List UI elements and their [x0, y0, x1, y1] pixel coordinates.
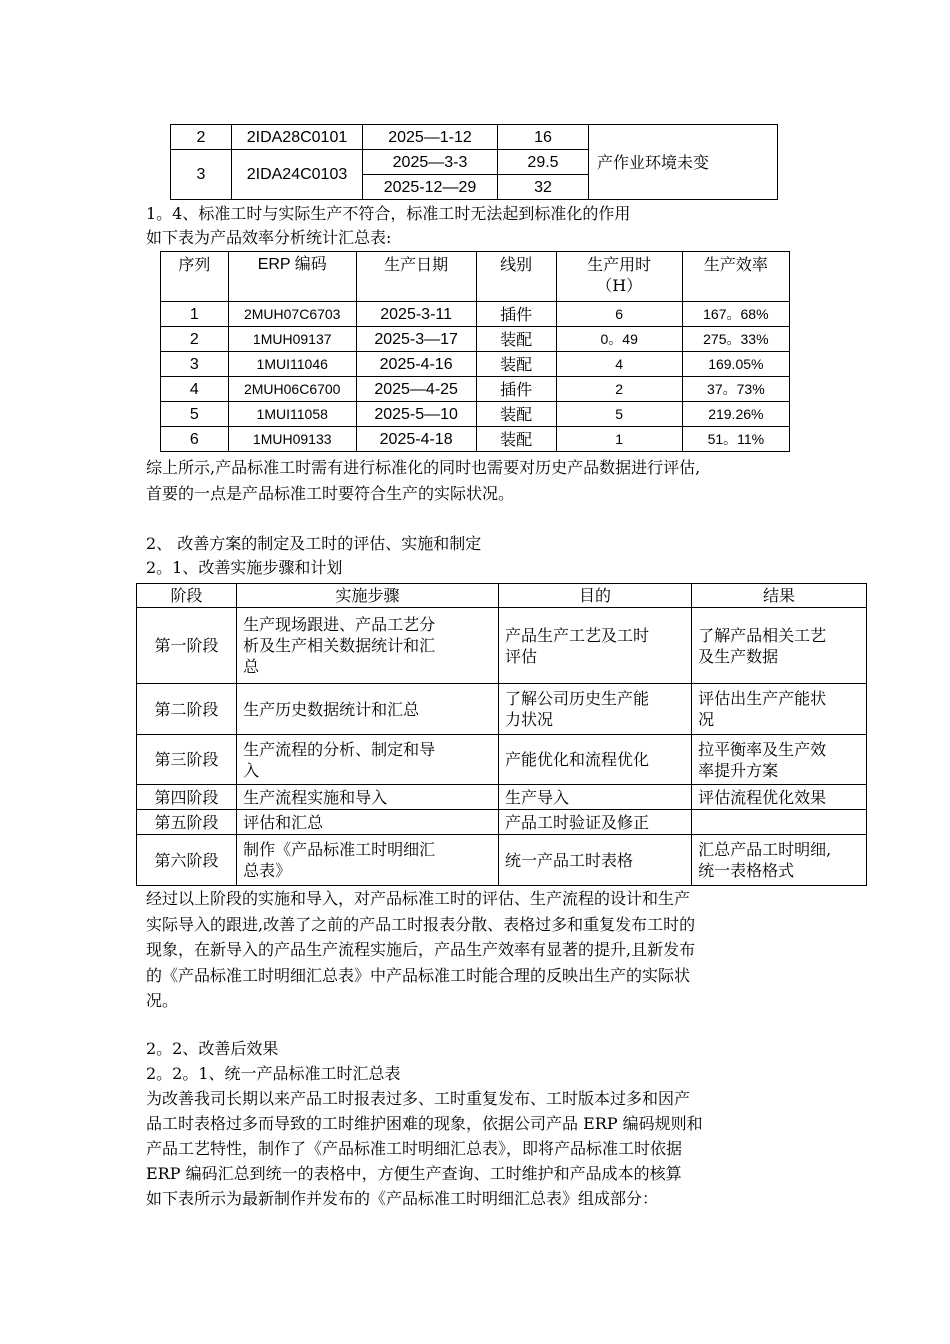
col-header: 实施步骤 — [237, 584, 499, 608]
summary-line-2: 首要的一点是产品标准工时要符合生产的实际状况。 — [146, 484, 515, 503]
section-heading-2: 2、 改善方案的制定及工时的评估、实施和制定 — [146, 534, 482, 553]
table-cell: 装配 — [476, 402, 556, 427]
result-cell — [692, 810, 867, 835]
work-env-table — [170, 124, 778, 200]
table-cell: 2025-12—29 — [363, 175, 498, 200]
stage-cell: 第五阶段 — [137, 810, 237, 835]
cell-line: 拉平衡率及生产效 — [698, 739, 827, 759]
cell-line: 评估出生产产能状 — [698, 689, 827, 708]
table-intro: 如下表为产品效率分析统计汇总表: — [146, 228, 392, 247]
cell-line: 统一产品工时表格 — [504, 850, 633, 870]
summary-line-1: 综上所示,产品标准工时需有进行标准化的同时也需要对历史产品数据进行评估, — [146, 458, 701, 477]
plan-table — [136, 583, 867, 886]
paragraph-line: 如下表所示为最新制作并发布的《产品标准工时明细汇总表》组成部分： — [146, 1189, 659, 1208]
table-cell: 2 — [556, 377, 682, 402]
cell-line: 入 — [243, 760, 260, 780]
table-cell: 51。11% — [682, 427, 789, 452]
cell-line: 产能优化和流程优化 — [504, 750, 649, 769]
table-row — [137, 785, 867, 810]
cell-line: 生产流程实施和导入 — [243, 787, 388, 807]
col-header: 线别 — [476, 252, 556, 302]
result-cell — [692, 735, 867, 785]
table-cell: 219.26% — [682, 402, 789, 427]
cell-line: 总 — [243, 657, 260, 676]
step-cell — [237, 785, 499, 810]
table-cell: 1 — [161, 302, 229, 327]
paragraph-line: 现象，在新导入的产品生产流程实施后，产品生产效率有显著的提升,且新发布 — [146, 940, 696, 959]
table-row — [161, 402, 790, 427]
paragraph-line: 品工时表格过多而导致的工时维护困难的现象，依据公司产品 ERP 编码规则和 — [146, 1114, 703, 1133]
table-row — [161, 427, 790, 452]
table-cell: 3 — [171, 150, 232, 200]
table-cell: 插件 — [476, 377, 556, 402]
cell-line: 了解产品相关工艺 — [698, 625, 827, 645]
col-header-line: 生产用时 — [587, 255, 652, 274]
table-cell: 6 — [161, 427, 229, 452]
stage-cell: 第二阶段 — [137, 684, 237, 735]
table-row — [161, 352, 790, 377]
table-cell: 2025-3-11 — [356, 302, 476, 327]
table-cell: 0。49 — [556, 327, 682, 352]
table-cell: 2025—4-25 — [356, 377, 476, 402]
table-cell: 装配 — [476, 427, 556, 452]
goal-cell — [498, 785, 691, 810]
table-cell: 167。68% — [682, 302, 789, 327]
table-cell: 1MUI11046 — [228, 352, 356, 377]
table-cell: 1 — [556, 427, 682, 452]
col-header — [556, 252, 682, 302]
cell-line: 评估 — [504, 646, 537, 666]
table-row — [161, 302, 790, 327]
col-header: 序列 — [161, 252, 229, 302]
table-row — [137, 810, 867, 835]
section-heading-2-2: 2。2、改善后效果 — [146, 1039, 279, 1058]
stage-cell: 第一阶段 — [137, 608, 237, 684]
goal-cell — [498, 684, 691, 735]
table-cell: 2IDA24C0103 — [232, 150, 363, 200]
table-row — [137, 835, 867, 886]
table-cell: 1MUH09133 — [228, 427, 356, 452]
table-cell: 2MUH07C6703 — [228, 302, 356, 327]
cell-line: 生产历史数据统计和汇总 — [243, 699, 420, 719]
cell-line: 了解公司历史生产能 — [504, 689, 649, 708]
table-cell: 2025—1-12 — [363, 125, 498, 150]
efficiency-table — [160, 251, 790, 452]
table-note-cell: 产作业环境未变 — [589, 125, 778, 200]
paragraph-line: 实际导入的跟进,改善了之前的产品工时报表分散、表格过多和重复发布工时的 — [146, 914, 696, 934]
table-cell: 2 — [161, 327, 229, 352]
col-header: 结果 — [692, 584, 867, 608]
table-cell: 32 — [498, 175, 589, 200]
step-cell — [237, 835, 499, 886]
table-cell: 2025-4-18 — [356, 427, 476, 452]
step-cell — [237, 684, 499, 735]
cell-line: 产品生产工艺及工时 — [504, 625, 649, 645]
step-cell — [237, 608, 499, 684]
table-cell: 275。33% — [682, 327, 789, 352]
table-cell: 5 — [161, 402, 229, 427]
table-cell: 2025—3-3 — [363, 150, 498, 175]
cell-line: 生产导入 — [504, 787, 569, 807]
table-cell: 装配 — [476, 327, 556, 352]
result-cell — [692, 835, 867, 886]
table-cell: 2IDA28C0101 — [232, 125, 363, 150]
paragraph-line: 况。 — [146, 991, 179, 1010]
table-cell: 装配 — [476, 352, 556, 377]
cell-line: 力状况 — [504, 710, 553, 729]
cell-line: 汇总产品工时明细, — [698, 840, 832, 859]
cell-line: 生产现场跟进、产品工艺分 — [243, 615, 436, 634]
col-header: 目的 — [498, 584, 691, 608]
step-cell — [237, 735, 499, 785]
cell-line: 产品工时验证及修正 — [504, 812, 649, 832]
stage-cell: 第四阶段 — [137, 785, 237, 810]
col-header: 阶段 — [137, 584, 237, 608]
table-row — [161, 327, 790, 352]
section-heading-1-4: 1。4、标准工时与实际生产不符合，标准工时无法起到标准化的作用 — [146, 204, 631, 223]
goal-cell — [498, 810, 691, 835]
cell-line: 评估和汇总 — [243, 812, 324, 832]
table-cell: 插件 — [476, 302, 556, 327]
col-header: ERP 编码 — [228, 252, 356, 302]
cell-line: 统一表格格式 — [698, 861, 795, 880]
result-cell — [692, 684, 867, 735]
table-cell: 6 — [556, 302, 682, 327]
paragraph-line: 的《产品标准工时明细汇总表》中产品标准工时能合理的反映出生产的实际状 — [146, 965, 691, 985]
stage-cell: 第三阶段 — [137, 735, 237, 785]
table-cell: 2025-3—17 — [356, 327, 476, 352]
section-heading-2-2-1: 2。2。1、统一产品标准工时汇总表 — [146, 1064, 401, 1083]
cell-line: 率提升方案 — [698, 760, 779, 780]
table-row — [137, 735, 867, 785]
cell-line: 况 — [698, 710, 715, 729]
cell-line: 生产流程的分析、制定和导 — [243, 739, 436, 759]
paragraph-line: 为改善我司长期以来产品工时报表过多、工时重复发布、工时版本过多和因产 — [146, 1089, 691, 1108]
table-row — [137, 684, 867, 735]
step-cell — [237, 810, 499, 835]
table-cell: 1MUH09137 — [228, 327, 356, 352]
table-cell: 1MUI11058 — [228, 402, 356, 427]
table-cell: 16 — [498, 125, 589, 150]
table-cell: 4 — [161, 377, 229, 402]
table-cell: 4 — [556, 352, 682, 377]
paragraph-line: ERP 编码汇总到统一的表格中，方便生产查询、工时维护和产品成本的核算 — [146, 1164, 682, 1183]
table-cell: 37。73% — [682, 377, 789, 402]
table-cell: 3 — [161, 352, 229, 377]
table-cell: 5 — [556, 402, 682, 427]
table-row — [161, 377, 790, 402]
paragraph-line: 产品工艺特性，制作了《产品标准工时明细汇总表》，即将产品标准工时依据 — [146, 1139, 683, 1158]
cell-line: 制作《产品标准工时明细汇 — [243, 840, 436, 859]
table-cell: 29.5 — [498, 150, 589, 175]
col-header-unit: （H） — [596, 276, 643, 295]
col-header: 生产效率 — [682, 252, 789, 302]
table-cell: 2 — [171, 125, 232, 150]
result-cell — [692, 608, 867, 684]
cell-line: 及生产数据 — [698, 646, 779, 666]
result-cell — [692, 785, 867, 810]
cell-line: 析及生产相关数据统计和汇 — [243, 636, 436, 655]
table-cell: 2MUH06C6700 — [228, 377, 356, 402]
table-row — [137, 608, 867, 684]
cell-line: 总表》 — [243, 861, 292, 880]
goal-cell — [498, 835, 691, 886]
section-heading-2-1: 2。1、改善实施步骤和计划 — [146, 558, 343, 577]
paragraph-line: 经过以上阶段的实施和导入，对产品标准工时的评估、生产流程的设计和生产 — [146, 889, 691, 908]
table-cell: 2025-4-16 — [356, 352, 476, 377]
table-cell: 2025-5—10 — [356, 402, 476, 427]
cell-line: 评估流程优化效果 — [698, 787, 827, 807]
table-cell: 169.05% — [682, 352, 789, 377]
col-header: 生产日期 — [356, 252, 476, 302]
stage-cell: 第六阶段 — [137, 835, 237, 886]
goal-cell — [498, 735, 691, 785]
goal-cell — [498, 608, 691, 684]
